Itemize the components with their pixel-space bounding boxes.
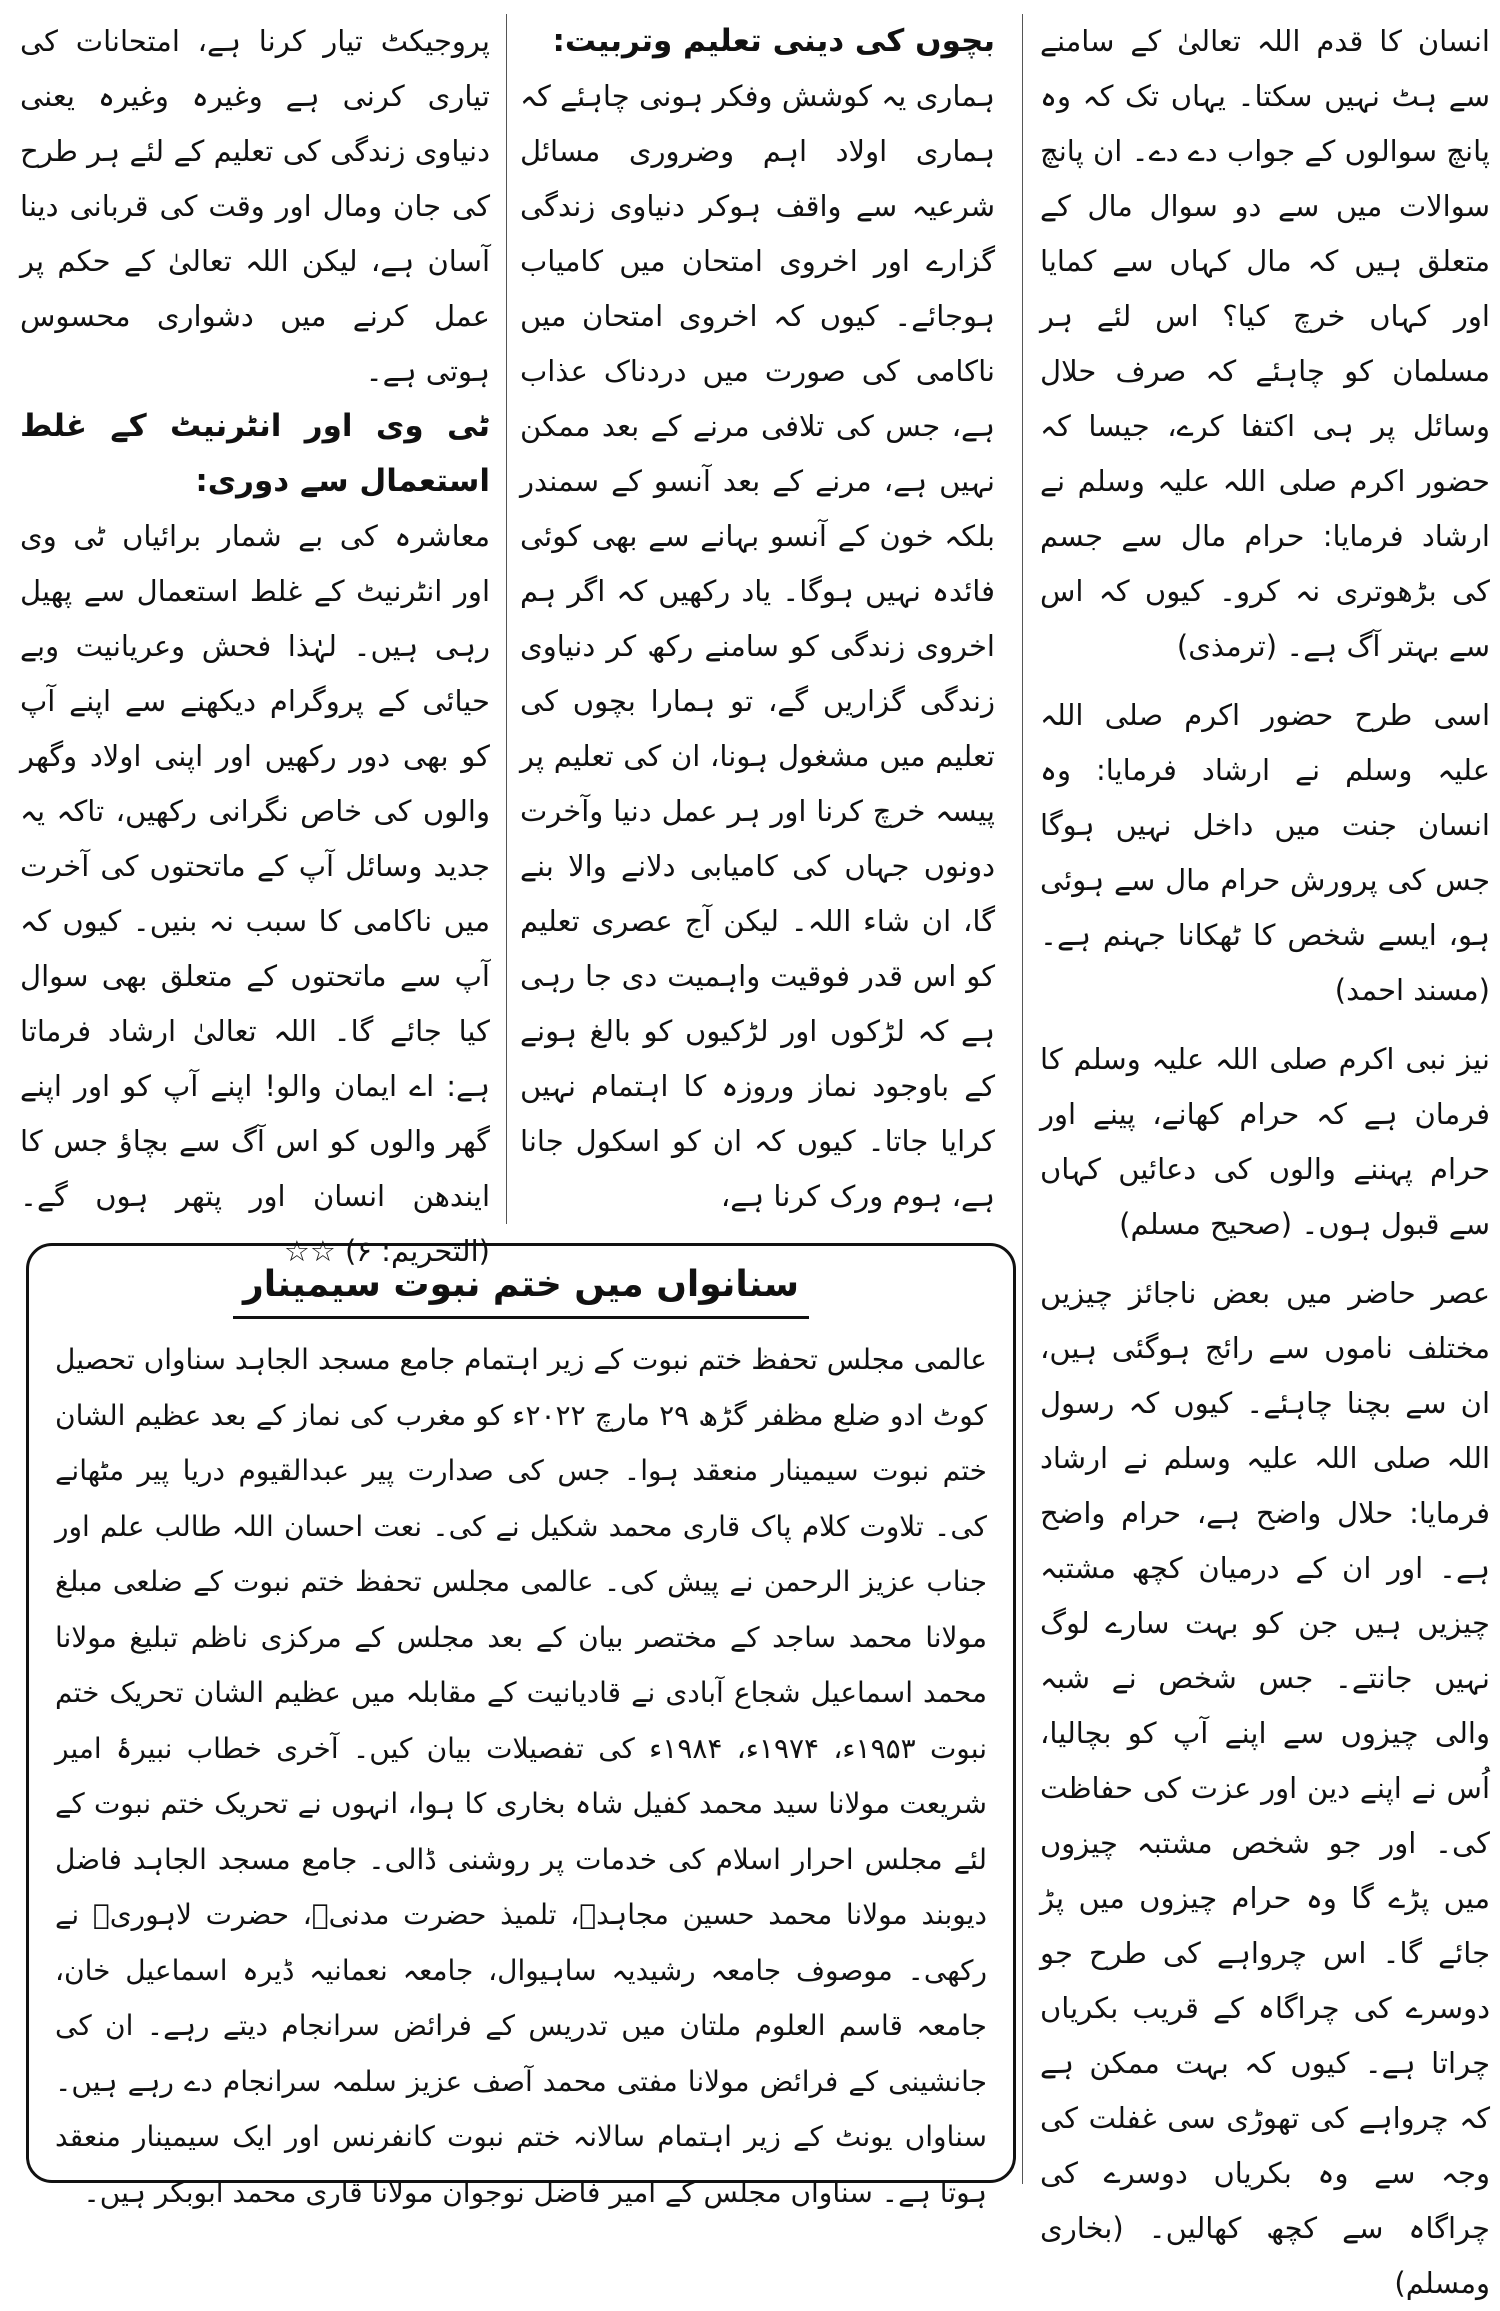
box-title [29, 1260, 1013, 1319]
paragraph: اسی طرح حضور اکرم صلی اللہ علیہ وسلم نے ارشاد فرمایا: وہ انسان جنت میں داخل نہیں ہوگا جس کی پرورش حرام مال سے ہوئی ہو، ایسے شخص کا ٹھکانا جہنم ہے۔ (مسند احمد) [1040, 698, 1490, 1007]
paragraph: پروجیکٹ تیار کرنا ہے، امتحانات کی تیاری کرنی ہے وغیرہ وغیرہ یعنی دنیاوی زندگی کی تعلیم کے لئے ہر طرح کی جان ومال اور وقت کی قربانی دینا آسان ہے، لیکن اللہ تعالیٰ کے حکم پر عمل کرنے میں دشواری محسوس ہوتی ہے۔ [20, 24, 490, 388]
seminar-news-box [26, 1243, 1016, 2209]
column-divider [1022, 14, 1023, 2184]
left-column [20, 14, 490, 1279]
paragraph: عصر حاضر میں بعض ناجائز چیزیں مختلف ناموں سے رائج ہوگئی ہیں، ان سے بچنا چاہئے۔ کیوں کہ رسول اللہ صلی اللہ علیہ وسلم نے ارشاد فرمایا: حلال واضح ہے، حرام واضح ہے۔ اور ان کے درمیان کچھ مشتبہ چیزیں ہیں جن کو بہت سارے لوگ نہیں جانتے۔ جس شخص نے شبہ والی چیزوں سے اپنے آپ کو بچالیا، اُس نے اپنے دین اور عزت کی حفاظت کی۔ اور جو شخص مشتبہ چیزوں میں پڑے گا وہ حرام چیزوں میں پڑ جائے گا۔ اس چرواہے کی طرح جو دوسرے کی چراگاہ کے قریب بکریاں چراتا ہے۔ کیوں کہ بہت ممکن ہے کہ چرواہے کی تھوڑی سی غفلت کی وجہ سے وہ بکریاں دوسرے کی چراگاہ سے کچھ کھالیں۔ (بخاری ومسلم) [1040, 1276, 1490, 2300]
paragraph: نیز نبی اکرم صلی اللہ علیہ وسلم کا فرمان ہے کہ حرام کھانے، پینے اور حرام پہننے والوں کی دعائیں کہاں سے قبول ہوں۔ (صحیح مسلم) [1040, 1042, 1490, 1241]
section-heading: ٹی وی اور انٹرنیٹ کے غلط استعمال سے دوری: [20, 408, 490, 499]
section-heading: بچوں کی دینی تعلیم وتربیت: [552, 23, 995, 59]
box-title-text: سنانواں میں ختم نبوت سیمینار [233, 1260, 809, 1319]
paragraph: ہماری یہ کوشش وفکر ہونی چاہئے کہ ہماری اولاد اہم وضروری مسائل شرعیہ سے واقف ہوکر دنیاوی زندگی گزارے اور اخروی امتحان میں کامیاب ہوجائے۔ کیوں کہ اخروی امتحان میں ناکامی کی صورت میں دردناک عذاب ہے، جس کی تلافی مرنے کے بعد ممکن نہیں ہے، مرنے کے بعد آنسو کے سمندر بلکہ خون کے آنسو بہانے سے بھی کوئی فائدہ نہیں ہوگا۔ یاد رکھیں کہ اگر ہم اخروی زندگی کو سامنے رکھ کر دنیاوی زندگی گزاریں گے، تو ہمارا بچوں کی تعلیم میں مشغول ہونا، ان کی تعلیم پر پیسہ خرچ کرنا اور ہر عمل دنیا وآخرت دونوں جہاں کی کامیابی دلانے والا بنے گا، ان شاء اللہ۔ لیکن آج عصری تعلیم کو اس قدر فوقیت واہمیت دی جا رہی ہے کہ لڑکوں اور لڑکیوں کو بالغ ہونے کے باوجود نماز وروزہ کا اہتمام نہیں کرایا جاتا۔ کیوں کہ ان کو اسکول جانا ہے، ہوم ورک کرنا ہے، [520, 79, 995, 1213]
paragraph: عالمی مجلس تحفظ ختم نبوت کے زیر اہتمام جامع مسجد الجاہد سناواں تحصیل کوٹ ادو ضلع مظفر گڑھ ۲۹ مارچ ۲۰۲۲ء کو مغرب کی نماز کے بعد عظیم الشان ختم نبوت سیمینار منعقد ہوا۔ جس کی صدارت پیر عبدالقیوم دریا پیر مٹھانے کی۔ تلاوت کلام پاک قاری محمد شکیل نے کی۔ نعت احسان اللہ طالب علم اور جناب عزیز الرحمن نے پیش کی۔ عالمی مجلس تحفظ ختم نبوت کے ضلعی مبلغ مولانا محمد ساجد کے مختصر بیان کے بعد مجلس کے مرکزی ناظم تبلیغ مولانا محمد اسماعیل شجاع آبادی نے قادیانیت کے مقابلہ میں عظیم الشان تحریک ختم نبوت ۱۹۵۳ء، ۱۹۷۴ء، ۱۹۸۴ء کی تفصیلات بیان کیں۔ آخری خطاب نبیرۂ امیر شریعت مولانا سید محمد کفیل شاہ بخاری کا ہوا، انہوں نے تحریک ختم نبوت کے لئے مجلس احرار اسلام کی خدمات پر روشنی ڈالی۔ جامع مسجد الجاہد فاضل دیوبند مولانا محمد حسین مجاہدؒ، تلمیذ حضرت مدنیؒ، حضرت لاہوریؒ نے رکھی۔ موصوف جامعہ رشیدیہ ساہیوال، جامعہ نعمانیہ ڈیرہ اسماعیل خان، جامعہ قاسم العلوم ملتان میں تدریس کے فرائض سرانجام دیتے رہے۔ ان کی جانشینی کے فرائض مولانا مفتی محمد آصف عزیز سلمہ سرانجام دے رہے ہیں۔ سناواں یونٹ کے زیر اہتمام سالانہ ختم نبوت کانفرنس اور ایک سیمینار منعقد ہوتا ہے۔ سناواں مجلس کے امیر فاضل نوجوان مولانا قاری محمد ابوبکر ہیں۔ [54, 1343, 988, 2209]
middle-column [520, 14, 995, 1224]
box-body [55, 1332, 987, 2220]
column-divider [506, 14, 507, 1224]
paragraph: معاشرہ کی بے شمار برائیاں ٹی وی اور انٹرنیٹ کے غلط استعمال سے پھیل رہی ہیں۔ لہٰذا فحش وعریانیت وبے حیائی کے پروگرام دیکھنے سے اپنے آپ کو بھی دور رکھیں اور اپنی اولاد وگھر والوں کی خاص نگرانی رکھیں، تاکہ یہ جدید وسائل آپ کے ماتحتوں کی آخرت میں ناکامی کا سبب نہ بنیں۔ کیوں کہ آپ سے ماتحتوں کے متعلق بھی سوال کیا جائے گا۔ اللہ تعالیٰ ارشاد فرماتا ہے: اے ایمان والو! اپنے آپ کو اور اپنے گھر والوں کو اس آگ سے بچاؤ جس کا ایندھن انسان اور پتھر ہوں گے۔ (التحریم: ۶) ☆☆ [20, 519, 490, 1268]
paragraph: انسان کا قدم اللہ تعالیٰ کے سامنے سے ہٹ نہیں سکتا۔ یہاں تک کہ وہ پانچ سوالوں کے جواب دے دے۔ ان پانچ سوالات میں سے دو سوال مال کے متعلق ہیں کہ مال کہاں سے کمایا اور کہاں خرچ کیا؟ اس لئے ہر مسلمان کو چاہئے کہ صرف حلال وسائل پر ہی اکتفا کرے، جیسا کہ حضور اکرم صلی اللہ علیہ وسلم نے ارشاد فرمایا: حرام مال سے جسم کی بڑھوتری نہ کرو۔ کیوں کہ اس سے بہتر آگ ہے۔ (ترمذی) [1040, 24, 1490, 663]
right-column [1040, 14, 1490, 2311]
